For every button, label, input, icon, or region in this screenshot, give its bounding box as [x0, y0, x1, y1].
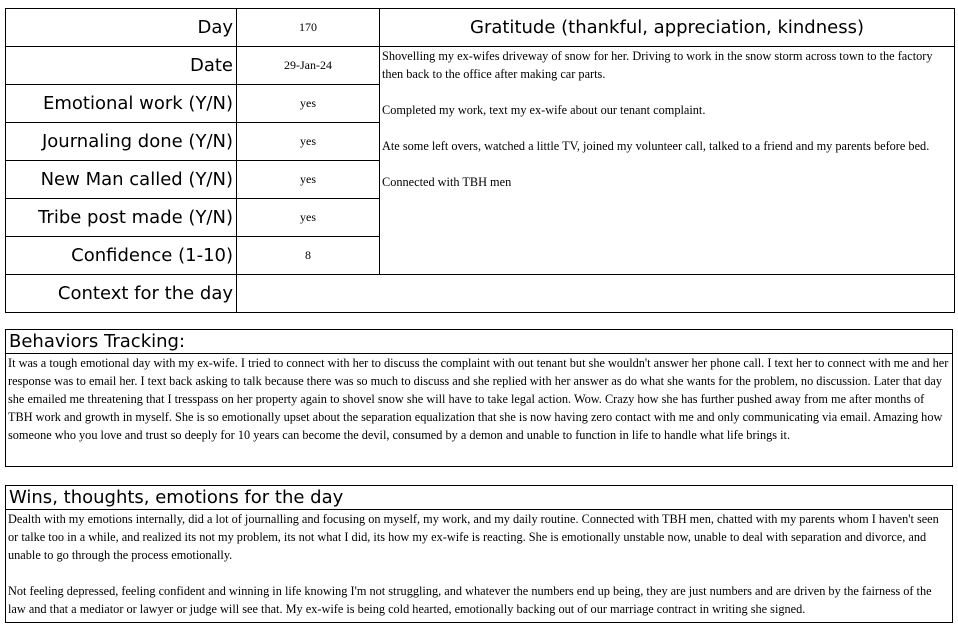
journaling-label: Journaling done (Y/N) [6, 123, 237, 161]
tracker-row-day [6, 9, 955, 47]
date-label: Date [6, 47, 237, 85]
gratitude-header: Gratitude (thankful, appreciation, kindness) [380, 9, 955, 47]
behaviors-section [5, 329, 953, 467]
tribe-post-label: Tribe post made (Y/N) [6, 199, 237, 237]
wins-paragraph: Not feeling depressed, feeling confident and winning in life knowing I'm not struggling, and whatever the numbers end up being, they are just numbers and are driven by the fairness of the law and that a mediator or lawyer or judge will see that. My ex-wife is being cold hearted, emotionally backing out of our marriage contract in writing she signed. [8, 584, 932, 616]
wins-section [5, 485, 953, 623]
date-value[interactable]: 29-Jan-24 [237, 47, 380, 85]
behaviors-text[interactable]: It was a tough emotional day with my ex-wife. I tried to connect with her to discuss the complaint with out tenant but she wouldn't answer her phone call. I text her to connect with me and her response was to email her. I text back asking to talk because there was so much to discuss and she replied with her answer as do what she wants for the problem, no discussion. Later that day she emailed me threatening that I tresspass on her property again to shovel snow she will have to take legal action. Wow. Crazy how she has further pushed away from me after months of TBH work and growth in myself. She is so emotionally upset about the separation equalization that she is now having zero contact with me and only communicating via email. Amazing how someone who you love and trust so deeply for 10 years can become the devil, consumed by a demon and unable to function in life to handle what life brings it. [8, 356, 949, 442]
tribe-post-value[interactable]: yes [237, 199, 380, 237]
new-man-called-label: New Man called (Y/N) [6, 161, 237, 199]
context-value[interactable] [237, 275, 955, 313]
context-label: Context for the day [6, 275, 237, 313]
confidence-value[interactable]: 8 [237, 237, 380, 275]
day-label: Day [6, 9, 237, 47]
daily-tracker-table [5, 8, 955, 313]
emotional-work-value[interactable]: yes [237, 85, 380, 123]
gratitude-paragraph: Shovelling my ex-wifes driveway of snow for her. Driving to work in the snow storm across town to the factory then back to the office after making car parts. [382, 49, 933, 81]
wins-text[interactable] [6, 510, 952, 618]
new-man-called-value[interactable]: yes [237, 161, 380, 199]
behaviors-header: Behaviors Tracking: [6, 330, 952, 354]
confidence-label: Confidence (1-10) [6, 237, 237, 275]
gratitude-paragraph: Completed my work, text my ex-wife about our tenant complaint. [382, 103, 706, 117]
gratitude-paragraph: Connected with TBH men [382, 175, 512, 189]
emotional-work-label: Emotional work (Y/N) [6, 85, 237, 123]
day-value[interactable]: 170 [237, 9, 380, 47]
journaling-value[interactable]: yes [237, 123, 380, 161]
wins-header: Wins, thoughts, emotions for the day [6, 486, 952, 510]
gratitude-paragraph: Ate some left overs, watched a little TV, joined my volunteer call, talked to a friend and my parents before bed. [382, 139, 930, 153]
gratitude-content[interactable] [380, 47, 955, 275]
tracker-row-date [6, 47, 955, 85]
tracker-row-context [6, 275, 955, 313]
wins-paragraph: Dealth with my emotions internally, did a lot of journalling and focusing on myself, my work, and my daily routine. Connected with TBH men, chatted with my parents whom I haven't seen or talke too in a while, and realized its not my problem, its not what I did, its how my ex-wife is reacting. She is emotionally unstable now, unable to deal with separation and divorce, and unable to go through the process emotionally. [8, 512, 939, 562]
